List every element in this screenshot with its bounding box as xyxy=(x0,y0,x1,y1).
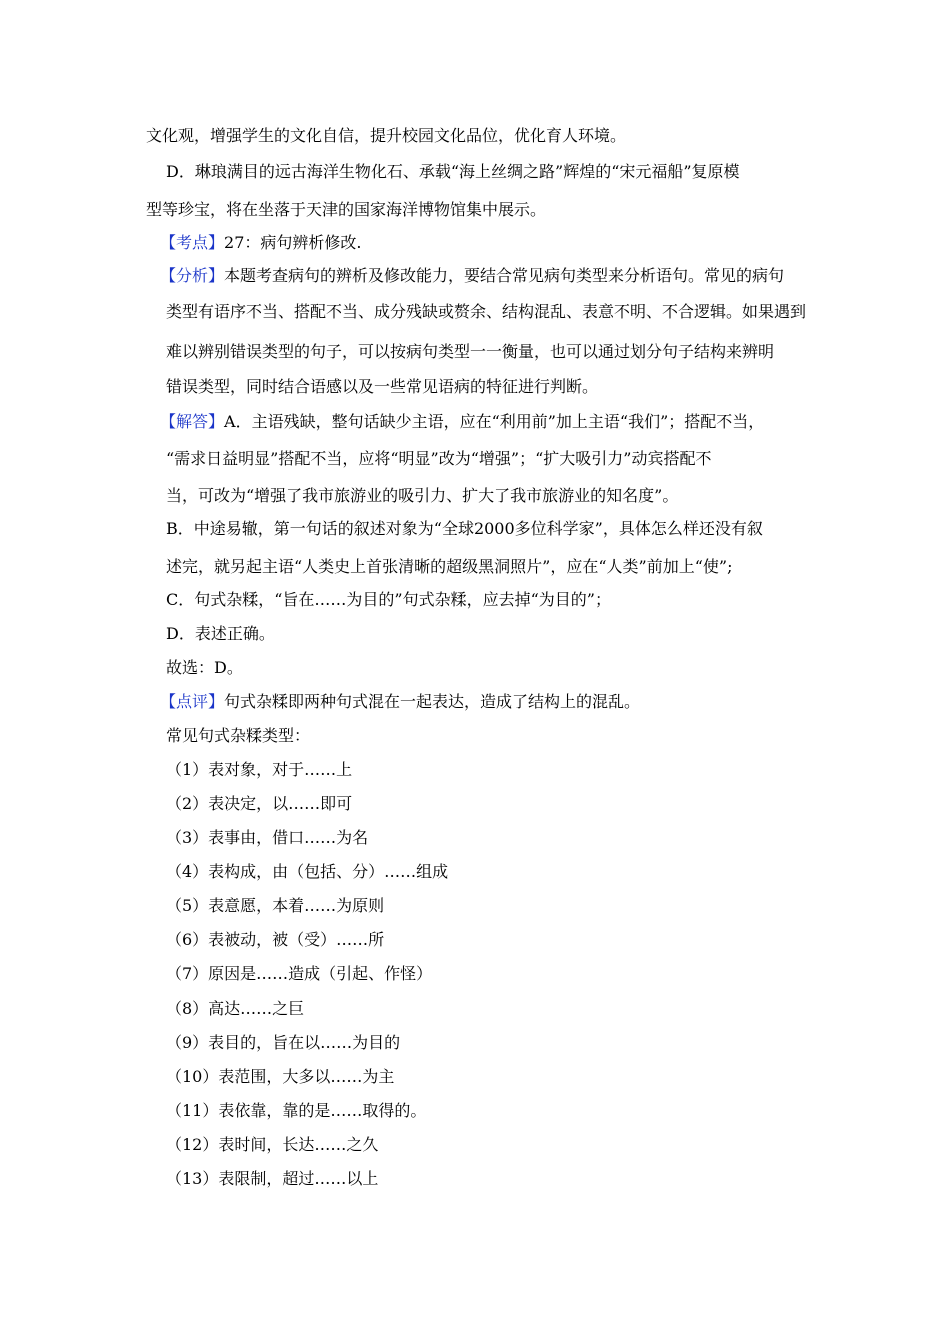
jieda-line-c: C．句式杂糅，“旨在……为目的”句式杂糅，应去掉“为目的”； xyxy=(166,590,611,609)
dianping-line xyxy=(160,692,640,712)
list-item: （9）表目的，旨在以……为目的 xyxy=(166,1033,401,1052)
jieda-line-b1: B．中途易辙，第一句话的叙述对象为“全球2000多位科学家”，具体怎么样还没有叙 xyxy=(166,519,763,538)
kaodian-tag: 【考点】 xyxy=(160,233,225,252)
list-item: （13）表限制，超过……以上 xyxy=(166,1169,379,1188)
list-item: （11）表依靠，靠的是……取得的。 xyxy=(166,1101,427,1120)
intro-line-3: 型等珍宝，将在坐落于天津的国家海洋博物馆集中展示。 xyxy=(146,200,547,219)
jieda-text-a1: A．主语残缺，整句话缺少主语，应在“利用前”加上主语“我们”；搭配不当， xyxy=(224,412,765,431)
fenxi-line-2: 类型有语序不当、搭配不当、成分残缺或赘余、结构混乱、表意不明、不合逻辑。如果遇到 xyxy=(166,302,807,321)
jieda-answer: 故选：D。 xyxy=(166,658,243,677)
jieda-line-d: D．表述正确。 xyxy=(166,624,275,643)
jieda-line-a3: 当，可改为“增强了我市旅游业的吸引力、扩大了我市旅游业的知名度”。 xyxy=(166,486,679,505)
jieda-line-a2: “需求日益明显”搭配不当，应将“明显”改为“增强”；“扩大吸引力”动宾搭配不 xyxy=(166,449,712,468)
kaodian-section xyxy=(160,233,361,253)
dianping-list-title: 常见句式杂糅类型： xyxy=(166,726,311,745)
fenxi-tag: 【分析】 xyxy=(160,266,225,285)
jieda-line-a1 xyxy=(160,412,764,432)
list-item: （3）表事由，借口……为名 xyxy=(166,828,369,847)
list-item: （6）表被动，被（受）……所 xyxy=(166,930,385,949)
dianping-text: 句式杂糅即两种句式混在一起表达，造成了结构上的混乱。 xyxy=(224,692,641,711)
dianping-tag: 【点评】 xyxy=(160,692,225,711)
list-item: （5）表意愿，本着……为原则 xyxy=(166,896,385,915)
jieda-tag: 【解答】 xyxy=(160,412,225,431)
jieda-line-b2: 述完，就另起主语“人类史上首张清晰的超级黑洞照片”，应在“人类”前加上“使”; xyxy=(166,557,733,576)
list-item: （2）表决定，以……即可 xyxy=(166,794,353,813)
list-item: （10）表范围，大多以……为主 xyxy=(166,1067,395,1086)
list-item: （12）表时间，长达……之久 xyxy=(166,1135,379,1154)
list-item: （1）表对象，对于……上 xyxy=(166,760,353,779)
fenxi-line-4: 错误类型，同时结合语感以及一些常见语病的特征进行判断。 xyxy=(166,377,599,396)
list-item: （7）原因是……造成（引起、作怪） xyxy=(166,964,433,983)
kaodian-text: 27：病句辨析修改. xyxy=(224,233,362,252)
fenxi-text-1: 本题考查病句的辨析及修改能力，要结合常见病句类型来分析语句。常见的病句 xyxy=(224,266,785,285)
intro-line-1: 文化观，增强学生的文化自信，提升校园文化品位，优化育人环境。 xyxy=(146,126,627,145)
intro-line-2: D．琳琅满目的远古海洋生物化石、承载“海上丝绸之路”辉煌的“宋元福船”复原模 xyxy=(166,162,740,181)
list-item: （8）高达……之巨 xyxy=(166,999,305,1018)
fenxi-line-1 xyxy=(160,266,784,286)
fenxi-line-3: 难以辨别错误类型的句子，可以按病句类型一一衡量，也可以通过划分句子结构来辨明 xyxy=(166,342,775,361)
list-item: （4）表构成，由（包括、分）……组成 xyxy=(166,862,449,881)
